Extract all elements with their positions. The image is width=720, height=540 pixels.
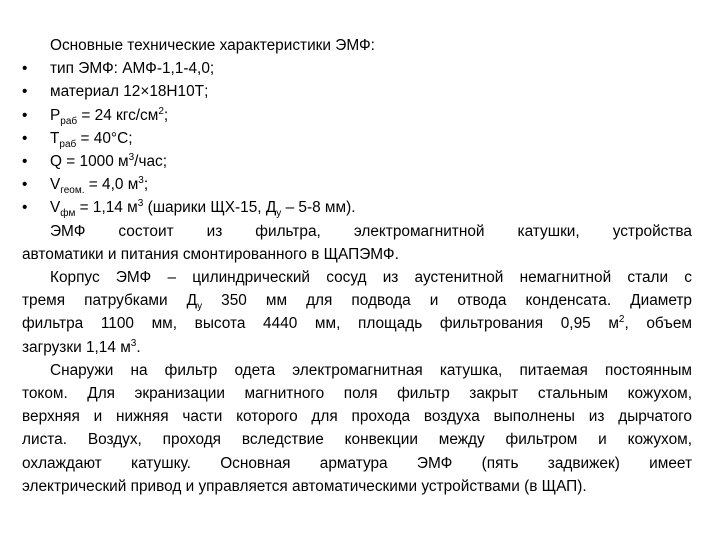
list-item-material (22, 80, 692, 103)
subscript: у (276, 208, 282, 220)
bullet: • (22, 129, 28, 147)
superscript: 3 (130, 337, 137, 349)
bullet: • (22, 83, 28, 101)
text: тремя патрубками Д (22, 292, 198, 310)
value: = 1,14 м (75, 199, 138, 217)
paragraph-line: верхняя и нижняя части которого для прохода воздуха выполнены из дырчатого (22, 408, 692, 426)
item-text (50, 104, 168, 127)
superscript: 2 (158, 105, 164, 117)
symbol: Р (50, 106, 61, 124)
paragraph-line: током. Для экранизации магнитного поля фильтр закрыт стальным кожухом, (22, 385, 692, 403)
bullet: • (22, 60, 28, 78)
value: = 24 кгс/см (77, 106, 159, 124)
superscript: 3 (138, 175, 144, 187)
subscript: раб (59, 138, 77, 150)
paragraph-line: электрический привод и управляется автоматическими устройствами (в ЩАП). (22, 477, 587, 495)
paragraph-line: ЭМФ состоит из фильтра, электромагнитной катушки, устройства (50, 222, 692, 240)
bullet: • (22, 106, 28, 124)
subscript: геом. (60, 185, 85, 197)
symbol: Т (50, 129, 60, 147)
subscript: у (197, 301, 203, 313)
item-text: материал 12×18Н10Т; (50, 83, 209, 101)
item-text (50, 150, 167, 173)
value: = 40°С; (76, 129, 133, 147)
list-item-flow (22, 150, 692, 173)
paragraph-composition (22, 220, 692, 266)
superscript: 3 (128, 151, 135, 163)
paragraph-line (22, 289, 692, 312)
item-text (50, 127, 132, 150)
bullet: • (22, 153, 28, 171)
item-text (50, 196, 356, 219)
paragraph-line: автоматики и питания смонтированного в ЩАПЭМФ. (22, 245, 399, 263)
paragraph-body (22, 266, 692, 359)
paragraph-coil (22, 359, 692, 498)
punct: ; (143, 176, 149, 194)
symbol: V (50, 176, 61, 194)
paragraph-line (22, 312, 692, 335)
item-text (50, 173, 148, 196)
list-item-pressure (22, 104, 692, 127)
heading: Основные технические характеристики ЭМФ: (50, 37, 375, 54)
value-note: (шарики ЩХ-15, Д (143, 199, 277, 217)
list-item-type (22, 57, 692, 80)
value-end: – 5-8 мм). (281, 199, 356, 217)
superscript: 2 (618, 314, 625, 326)
list-item-fm-volume (22, 196, 692, 219)
text: фильтра 1100 мм, высота 4440 мм, площадь фильтрования 0,95 м (22, 315, 619, 333)
paragraph-line: Снаружи на фильтр одета электромагнитная катушка, питаемая постоянным (50, 361, 692, 379)
list-item-geom-volume (22, 173, 692, 196)
punct: ; (163, 106, 169, 124)
paragraph-line: листа. Воздух, проходя вследствие конвекции между фильтром и кожухом, (22, 431, 692, 449)
subscript: раб (60, 115, 78, 127)
value: = 4,0 м (84, 176, 139, 194)
value: Q = 1000 м (50, 153, 129, 171)
text: . (136, 338, 141, 356)
text: загрузки 1,14 м (22, 338, 131, 356)
text: , объем (624, 315, 692, 333)
paragraph-line: Корпус ЭМФ – цилиндрический сосуд из аустенитной немагнитной стали с (50, 269, 692, 287)
unit: /час; (134, 153, 167, 171)
paragraph-line: охлаждают катушку. Основная арматура ЭМФ (пять задвижек) имеет (22, 454, 692, 472)
paragraph-line (22, 336, 692, 359)
list-item-temperature (22, 127, 692, 150)
subscript: фм (60, 208, 76, 220)
item-text: тип ЭМФ: АМФ-1,1-4,0; (50, 60, 215, 78)
bullet: • (22, 176, 28, 194)
symbol: V (50, 199, 61, 217)
bullet: • (22, 199, 28, 217)
text: 350 мм для подвода и отвода конденсата. Диаметр (202, 292, 692, 310)
superscript: 3 (137, 198, 144, 210)
